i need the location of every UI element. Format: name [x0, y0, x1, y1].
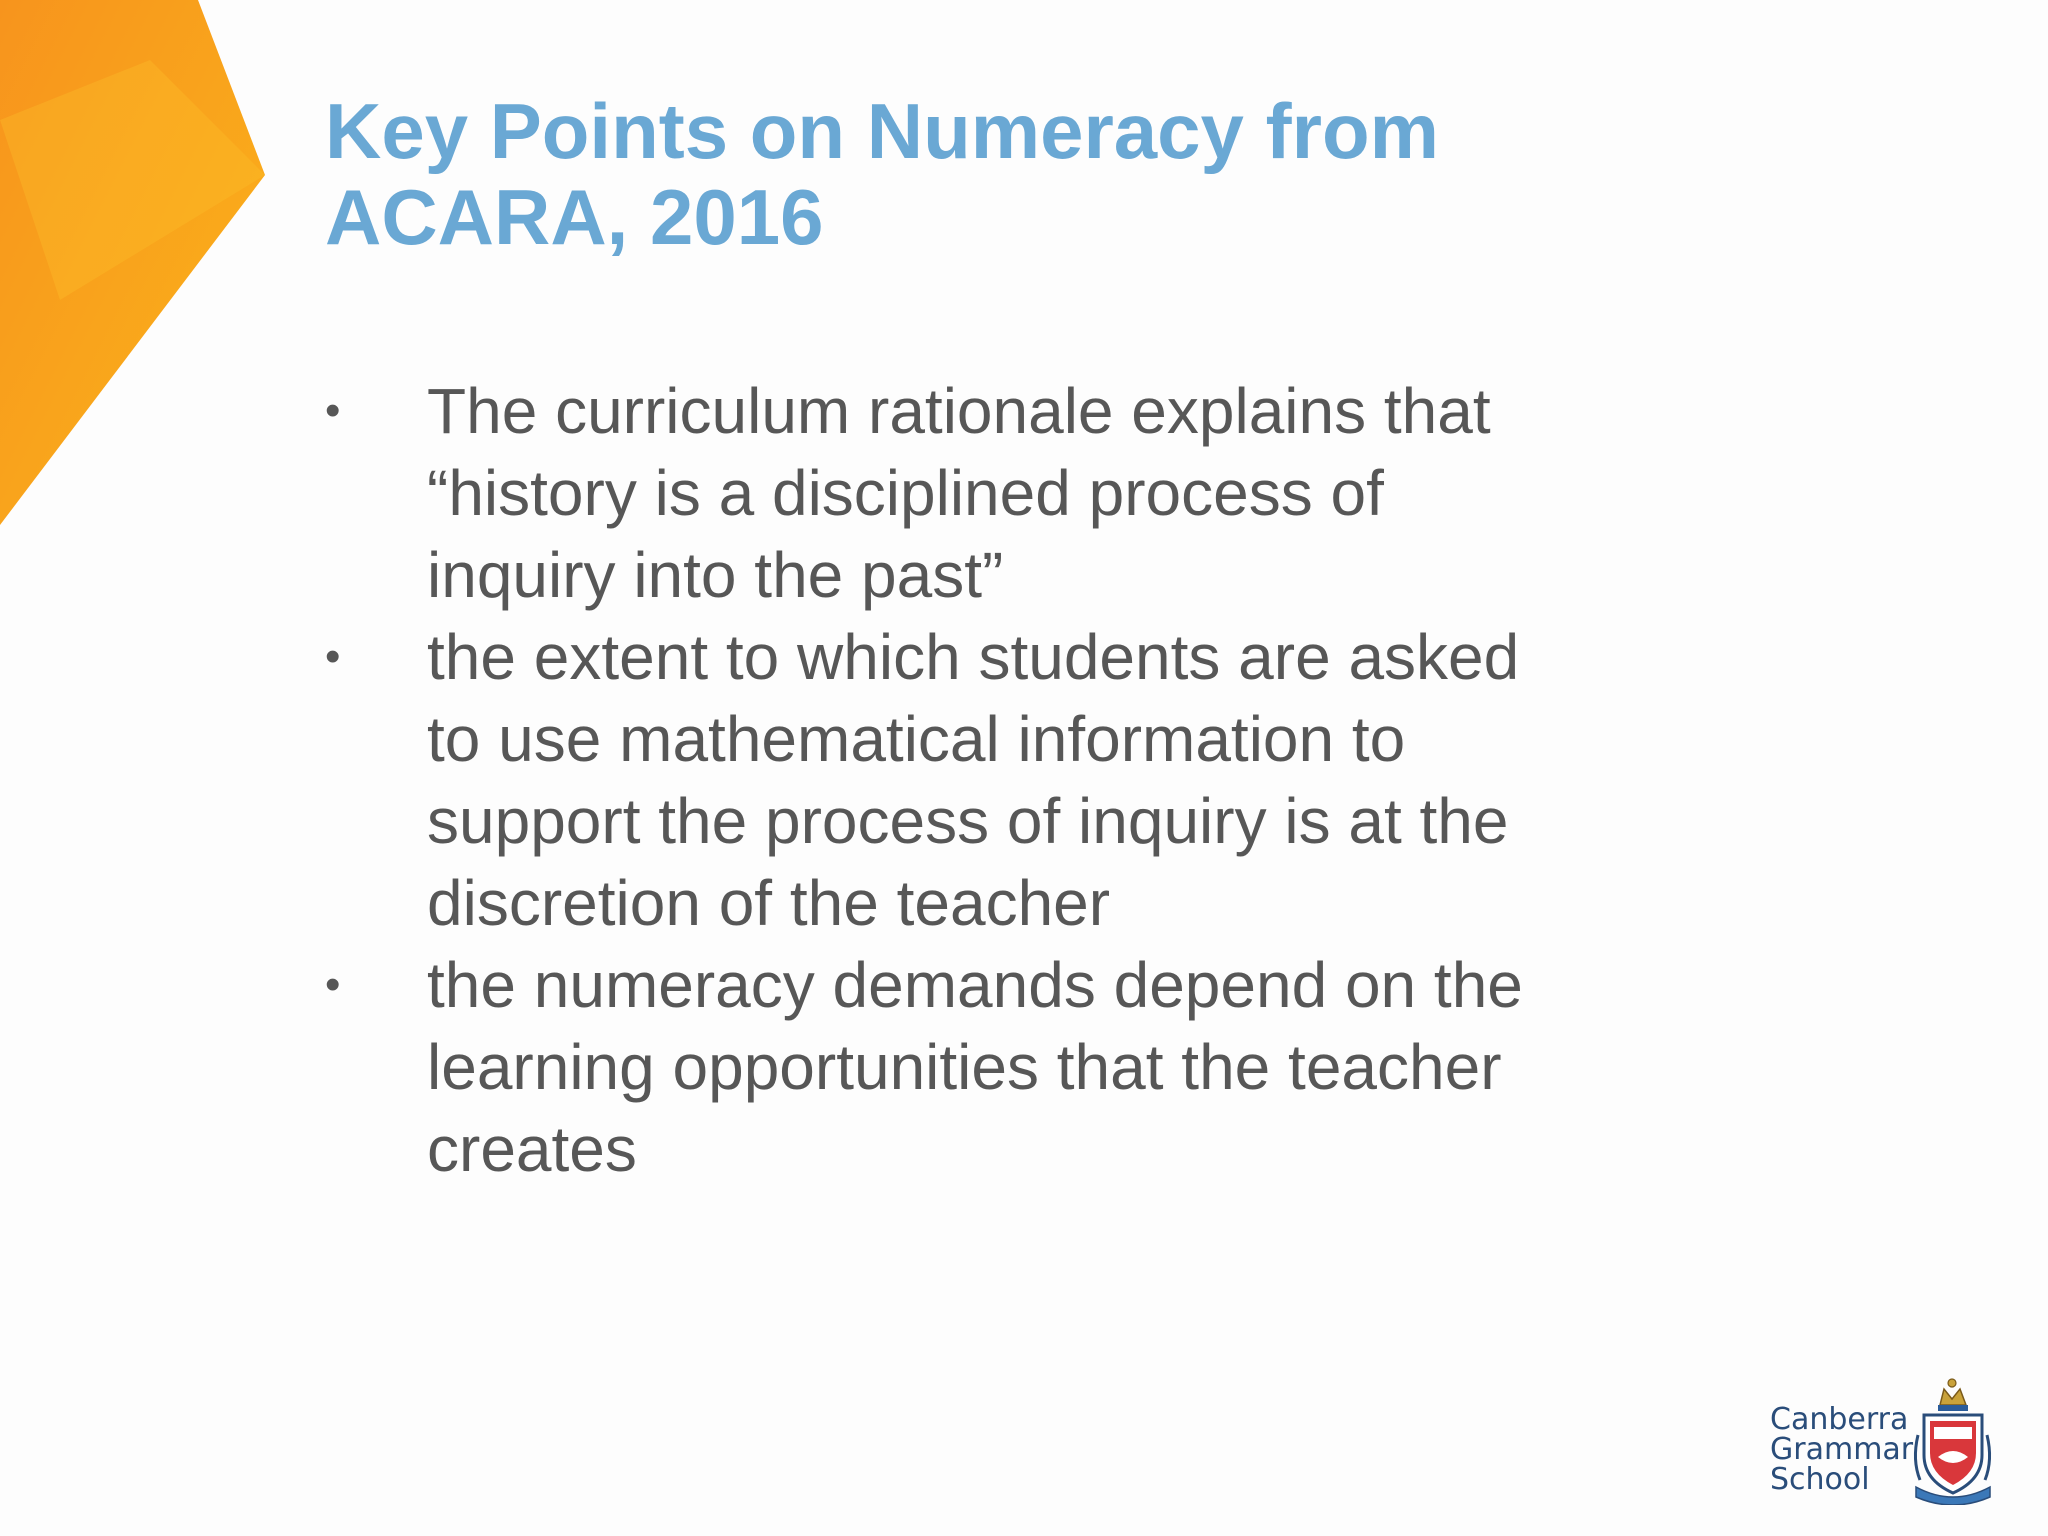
bullet-line: to use mathematical information to	[427, 703, 1406, 775]
logo-text	[1770, 1402, 1914, 1497]
title-line: Key Points on Numeracy from	[325, 87, 1439, 175]
bullet-dot: •	[325, 632, 341, 681]
bullet-line: the numeracy demands depend on the	[427, 949, 1523, 1021]
orange-corner-decoration	[0, 0, 280, 540]
bullet-item	[325, 616, 1665, 944]
bullet-line: inquiry into the past”	[427, 539, 1004, 611]
logo-line: Canberra	[1770, 1402, 1909, 1437]
bullet-line: learning opportunities that the teacher	[427, 1031, 1502, 1103]
bullet-dot: •	[325, 960, 341, 1009]
bullet-list	[325, 370, 1665, 1190]
bullet-item	[325, 944, 1665, 1190]
bullet-line: The curriculum rationale explains that	[427, 375, 1491, 447]
school-logo	[1770, 1375, 1995, 1505]
bullet-line: creates	[427, 1113, 637, 1185]
logo-line: School	[1770, 1462, 1870, 1497]
bullet-dot: •	[325, 386, 341, 435]
bullet-line: support the process of inquiry is at the	[427, 785, 1509, 857]
bullet-item	[325, 370, 1665, 616]
title-line: ACARA, 2016	[325, 173, 824, 261]
slide-title	[325, 88, 1825, 260]
bullet-line: discretion of the teacher	[427, 867, 1111, 939]
bullet-line: “history is a disciplined process of	[427, 457, 1384, 529]
school-crest-icon	[1910, 1375, 1995, 1505]
bullet-line: the extent to which students are asked	[427, 621, 1520, 693]
logo-line: Grammar	[1770, 1432, 1914, 1467]
